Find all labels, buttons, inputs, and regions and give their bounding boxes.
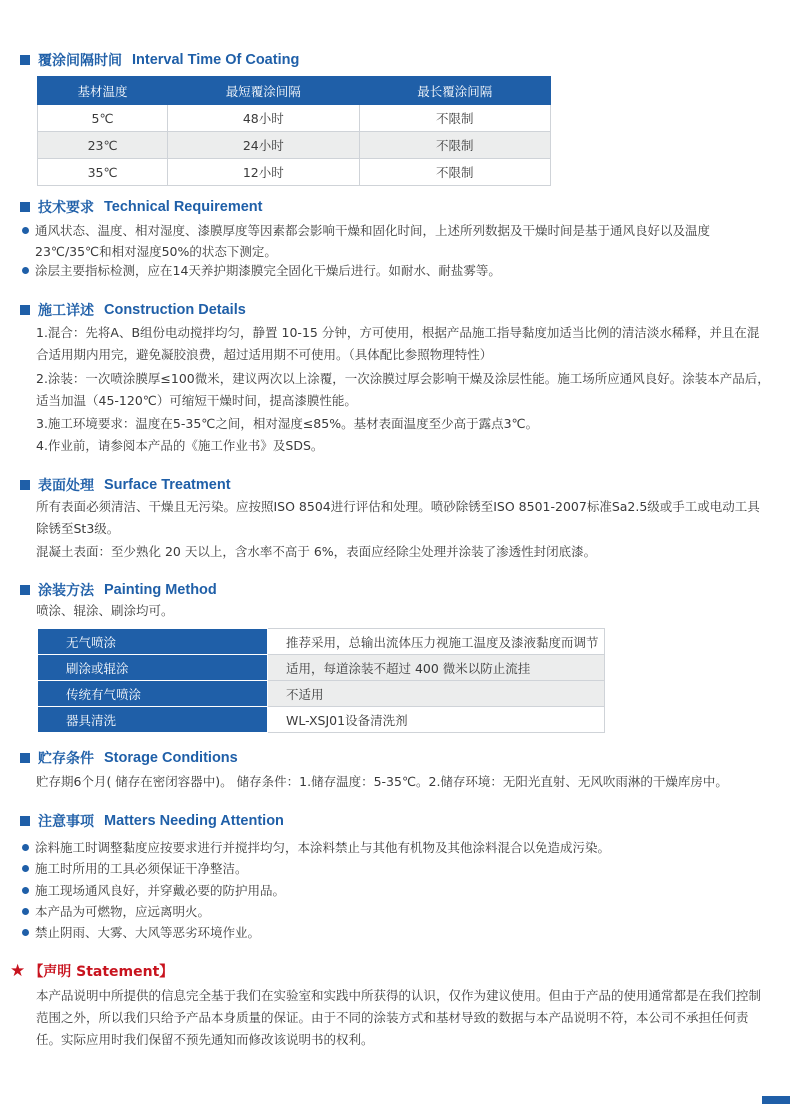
construction-step: 4.作业前，请参阅本产品的《施工作业书》及SDS。 bbox=[36, 438, 324, 453]
square-bullet-icon bbox=[20, 305, 30, 315]
square-bullet-icon bbox=[20, 480, 30, 490]
bullet-dot-icon bbox=[22, 227, 29, 234]
surface-paragraph: 所有表面必须清洁、干燥且无污染。应按照ISO 8504进行评估和处理。喷砂除锈至ISO 8501-2007标准Sa2.5级或手工或电动工具除锈至St3级。 bbox=[36, 499, 760, 536]
statement-title: ★ 【声明 Statement】 bbox=[10, 961, 174, 981]
table-header-row: 基材温度 最短覆涂间隔 最长覆涂间隔 bbox=[38, 77, 551, 105]
section-title-attention: 注意事项 Matters Needing Attention bbox=[20, 811, 284, 831]
bullet-dot-icon bbox=[22, 908, 29, 915]
square-bullet-icon bbox=[20, 585, 30, 595]
star-icon: ★ bbox=[10, 961, 26, 981]
construction-step: 3.施工环境要求：温度在5-35℃之间，相对湿度≤85%。基材表面温度至少高于露点3℃。 bbox=[36, 416, 539, 431]
square-bullet-icon bbox=[20, 55, 30, 65]
painting-table bbox=[37, 628, 605, 733]
bullet-dot-icon bbox=[22, 887, 29, 894]
table-row: 刷涂或辊涂 适用，每道涂装不超过 400 微米以防止流挂 bbox=[38, 655, 605, 681]
painting-intro: 喷涂、辊涂、刷涂均可。 bbox=[36, 603, 174, 618]
section-title-technical: 技术要求 Technical Requirement bbox=[20, 197, 262, 217]
bullet-dot-icon bbox=[22, 929, 29, 936]
construction-step: 2.涂装：一次喷涂膜厚≤100微米，建议两次以上涂覆，一次涂膜过厚会影响干燥及涂层性能。施工场所应通风良好。涂装本产品后，适当加温（45-120℃）可缩短干燥时间，提高漆膜性能。 bbox=[36, 371, 770, 408]
list-item: 施工现场通风良好，并穿戴必要的防护用品。 bbox=[22, 880, 772, 901]
section-title-interval: 覆涂间隔时间 Interval Time Of Coating bbox=[20, 50, 299, 70]
list-item: 通风状态、温度、相对湿度、漆膜厚度等因素都会影响干燥和固化时间，上述所列数据及干燥时间是基于通风良好以及温度23℃/35℃和相对湿度50%的状态下测定。 bbox=[22, 220, 772, 262]
section-title-construction: 施工详述 Construction Details bbox=[20, 300, 246, 320]
surface-paragraph: 混凝土表面：至少熟化 20 天以上，含水率不高于 6%，表面应经除尘处理并涂装了渗透性封闭底漆。 bbox=[36, 544, 597, 559]
statement-text: 本产品说明中所提供的信息完全基于我们在实验室和实践中所获得的认识，仅作为建议使用。但由于产品的使用通常都是在我们控制范围之外，所以我们只给予产品本身质量的保证。由于不同的涂装方式和基材导致的数据与本产品说明不符，本公司不承担任何责任。实际应用时我们保留不预先通知而修改该说明书的权利。 bbox=[36, 988, 762, 1047]
bullet-dot-icon bbox=[22, 267, 29, 274]
table-row: 5℃ 48小时 不限制 bbox=[38, 105, 551, 132]
list-item: 禁止阴雨、大雾、大风等恶劣环境作业。 bbox=[22, 922, 772, 943]
table-row: 35℃ 12小时 不限制 bbox=[38, 159, 551, 186]
list-item: 涂料施工时调整黏度应按要求进行并搅拌均匀，本涂料禁止与其他有机物及其他涂料混合以免造成污染。 bbox=[22, 837, 772, 858]
table-row: 无气喷涂 推荐采用，总输出流体压力视施工温度及漆液黏度而调节 bbox=[38, 629, 605, 655]
square-bullet-icon bbox=[20, 202, 30, 212]
section-title-painting: 涂装方法 Painting Method bbox=[20, 580, 217, 600]
table-row: 器具清洗 WL-XSJ01设备清洗剂 bbox=[38, 707, 605, 733]
list-item: 施工时所用的工具必须保证干净整洁。 bbox=[22, 858, 772, 879]
table-row: 传统有气喷涂 不适用 bbox=[38, 681, 605, 707]
section-title-storage: 贮存条件 Storage Conditions bbox=[20, 748, 238, 768]
construction-step: 1.混合：先将A、B组份电动搅拌均匀，静置 10-15 分钟，方可使用，根据产品施工指导黏度加适当比例的清洁淡水稀释，并且在混合适用期内用完，避免凝胶浪费，超过适用期不可使用。（具体配比参照物理特性） bbox=[36, 325, 760, 362]
square-bullet-icon bbox=[20, 816, 30, 826]
storage-text: 贮存期6个月( 储存在密闭容器中)。 储存条件：1.储存温度：5-35℃。2.储存环境：无阳光直射、无风吹雨淋的干燥库房中。 bbox=[36, 774, 728, 789]
list-item: 涂层主要指标检测，应在14天养护期漆膜完全固化干燥后进行。如耐水、耐盐雾等。 bbox=[22, 260, 772, 281]
bullet-dot-icon bbox=[22, 865, 29, 872]
page-corner-mark bbox=[762, 1096, 790, 1104]
interval-table bbox=[37, 76, 551, 186]
list-item: 本产品为可燃物，应远离明火。 bbox=[22, 901, 772, 922]
square-bullet-icon bbox=[20, 753, 30, 763]
table-row: 23℃ 24小时 不限制 bbox=[38, 132, 551, 159]
section-title-surface: 表面处理 Surface Treatment bbox=[20, 475, 231, 495]
bullet-dot-icon bbox=[22, 844, 29, 851]
